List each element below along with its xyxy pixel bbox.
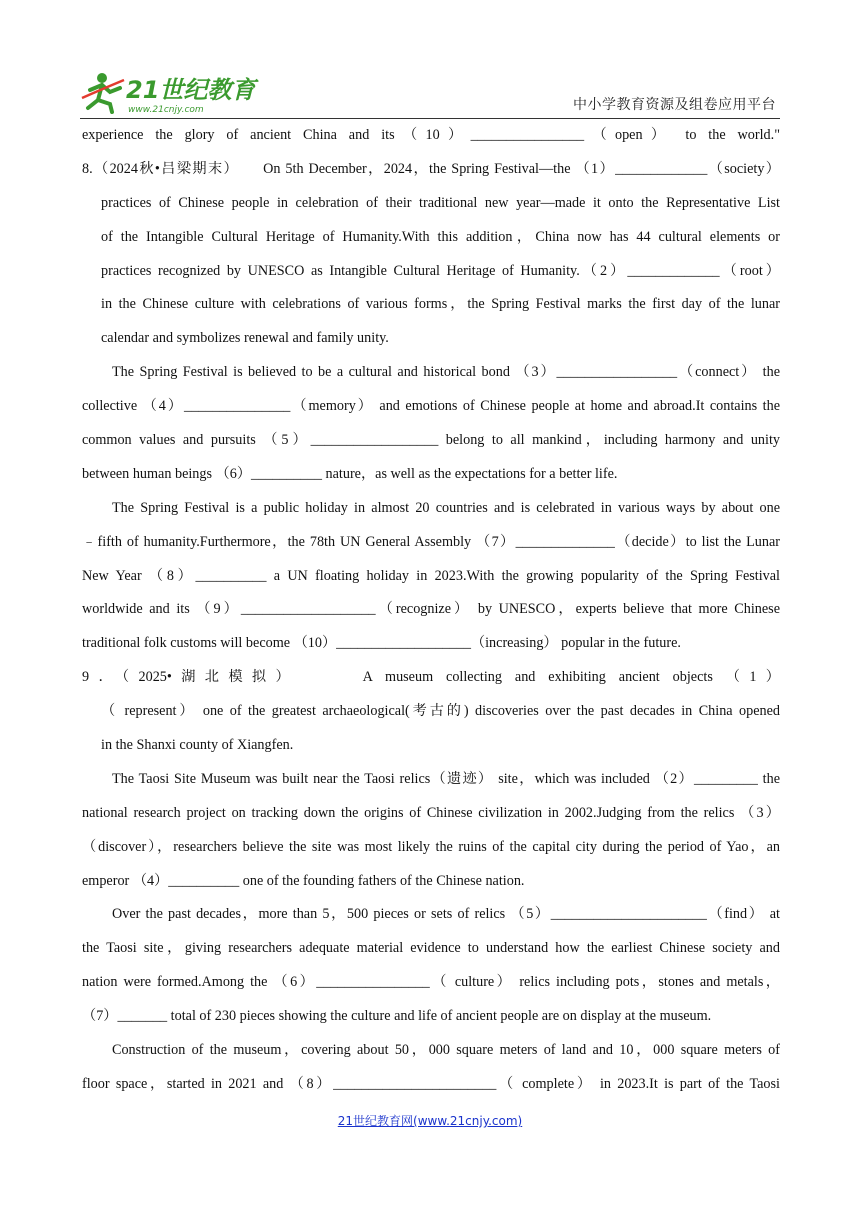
text-line: practices of Chinese people in celebration of their traditional new year—made it onto the Representative List <box>101 194 780 211</box>
text-line: nation were formed.Among the （6）________________（ culture） relics including pots，stones and metals， <box>82 974 780 991</box>
text-line: floor space，started in 2021 and （8）_______________________（ complete） in 2023.It is part of the Taosi <box>82 1075 780 1092</box>
text-line: New Year （8）__________ a UN floating holiday in 2023.With the growing popularity of the Spring Festival <box>82 567 780 584</box>
text-line: （7）_______ total of 230 pieces showing the culture and life of ancient people are on display at the museum. <box>82 1008 712 1025</box>
text-line: national research project on tracking down the origins of Chinese civilization in 2002.Judging from the relics （3） <box>82 804 780 821</box>
text-line: in the Chinese culture with celebrations of various forms，the Spring Festival marks the first day of the lunar <box>101 296 780 313</box>
text-line: the Taosi site，giving researchers adequate material evidence to understand how the earliest Chinese society and <box>82 940 780 957</box>
text-line: collective （4）_______________（memory） and emotions of Chinese people at home and abroad.It contains the <box>82 398 780 415</box>
question-9-heading: 9．（2025•湖北模拟） A museum collecting and exhibiting ancient objects （1） <box>82 669 780 686</box>
text-line: in the Shanxi county of Xiangfen. <box>101 737 294 754</box>
text-line: between human beings （6）__________ nature，as well as the expectations for a better life. <box>82 465 618 482</box>
text-line: calendar and symbolizes renewal and family unity. <box>101 330 389 347</box>
text-line: ﹣fifth of humanity.Furthermore，the 78th UN General Assembly （7）______________（decide）to list the Lunar <box>82 533 780 550</box>
paragraph-start: The Spring Festival is a public holiday in almost 20 countries and is celebrated in various ways by about one <box>112 499 780 516</box>
text-line: （discover），researchers believe the site was most likely the ruins of the capital city during the period of Yao，an <box>82 838 780 855</box>
footer-link[interactable]: 21世纪教育网(www.21cnjy.com) <box>337 1114 523 1128</box>
logo-runner-icon <box>80 68 260 116</box>
paragraph-start: Over the past decades，more than 5，500 pieces or sets of relics （5）______________________（find） at <box>112 906 780 923</box>
paragraph-start: The Taosi Site Museum was built near the Taosi relics（遗迹） site，which was included （2）_________ the <box>112 770 780 787</box>
paragraph-start: Construction of the museum，covering about 50，000 square meters of land and 10，000 square meters of <box>112 1042 780 1059</box>
text-line: of the Intangible Cultural Heritage of Humanity.With this addition，China now has 44 cultural elements or <box>101 228 780 245</box>
text-line: emperor （4）__________ one of the founding fathers of the Chinese nation. <box>82 872 525 889</box>
question-8-heading: 8.（2024秋•吕梁期末） On 5th December，2024，the Spring Festival—the （1）_____________（society） <box>82 160 780 177</box>
svg-text:www.21cnjy.com: www.21cnjy.com <box>128 105 204 115</box>
text-line: common values and pursuits （5）__________________ belong to all mankind，including harmony and unity <box>82 432 780 449</box>
site-logo[interactable] <box>80 68 260 116</box>
document-body <box>82 119 780 1102</box>
text-line: （ represent） one of the greatest archaeological(考古的) discoveries over the past decades in China opened <box>101 703 780 720</box>
svg-text:21世纪教育: 21世纪教育 <box>126 76 256 104</box>
text-line: practices recognized by UNESCO as Intangible Cultural Heritage of Humanity.（2）_____________（root） <box>101 262 780 279</box>
text-line: traditional folk customs will become （10）___________________（increasing） popular in the future. <box>82 635 681 652</box>
platform-title: 中小学教育资源及组卷应用平台 <box>573 97 776 113</box>
text-line: worldwide and its （9）___________________（recognize） by UNESCO，experts believe that more Chinese <box>82 601 780 618</box>
paragraph-start: The Spring Festival is believed to be a cultural and historical bond （3）_________________（connect） the <box>112 364 780 381</box>
text-line: experience the glory of ancient China and its（10）________________（open） to the world." <box>82 127 780 143</box>
page-header <box>80 66 780 119</box>
